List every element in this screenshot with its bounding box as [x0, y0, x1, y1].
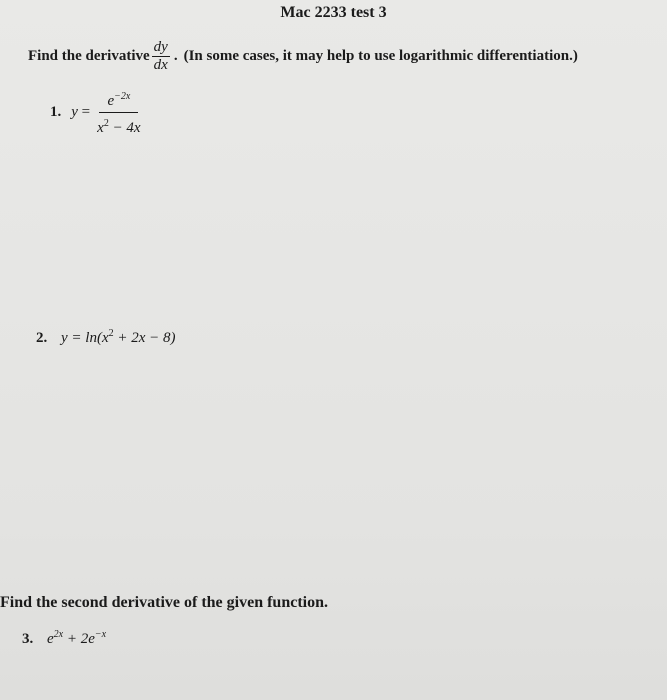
denominator-rest: − 4x	[112, 120, 141, 136]
denominator-exponent: 2	[103, 118, 109, 129]
instruction-prefix: Find the derivative	[28, 48, 150, 64]
expression-suffix: + 2x − 8)	[117, 330, 176, 346]
period: .	[173, 48, 178, 64]
lhs-variable: y	[71, 104, 78, 120]
problem-3	[22, 629, 106, 648]
numerator-base: e	[107, 93, 115, 109]
term1-exponent: 2x	[53, 629, 64, 640]
equals-sign: =	[77, 104, 91, 120]
term2: + 2e	[66, 631, 95, 647]
expression-exponent: 2	[108, 328, 114, 339]
second-derivative-instruction: Find the second derivative of the given function.	[0, 594, 328, 611]
problem-number: 1.	[50, 104, 62, 120]
denominator-variable: x	[97, 120, 104, 136]
term2-exponent: −x	[94, 629, 107, 640]
dy-dx-fraction	[152, 40, 170, 73]
numerator-exponent: −2x	[114, 91, 131, 102]
problem-number: 3.	[22, 631, 34, 647]
fraction-denominator: dx	[153, 57, 168, 73]
problem-1	[50, 88, 145, 137]
rational-expression	[93, 88, 144, 137]
instruction-suffix: (In some cases, it may help to use logarithmic differentiation.)	[183, 48, 578, 64]
problem-number: 2.	[36, 330, 48, 346]
derivative-instruction	[28, 40, 578, 73]
expression-prefix: y = ln(x	[61, 330, 109, 346]
fraction-numerator: dy	[153, 39, 168, 55]
term1-base: e	[47, 631, 54, 647]
problem-2	[36, 328, 176, 347]
page-title: Mac 2233 test 3	[280, 4, 387, 21]
expression-numerator	[99, 88, 138, 113]
expression-denominator	[93, 113, 144, 137]
